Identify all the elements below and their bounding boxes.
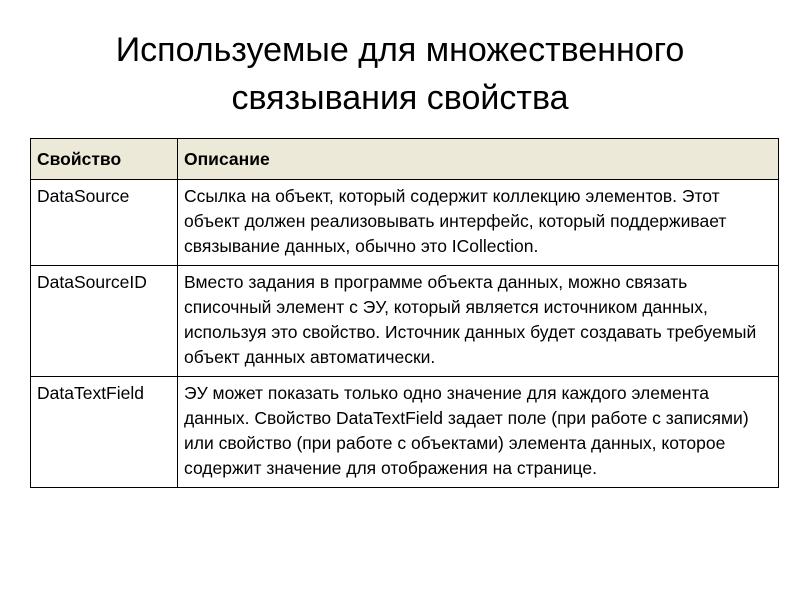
table-row bbox=[31, 180, 779, 266]
column-header-description: Описание bbox=[178, 139, 779, 180]
column-header-property: Свойство bbox=[31, 139, 178, 180]
property-description-cell: Ссылка на объект, который содержит коллекцию элементов. Этот объект должен реализовывать интерфейс, который поддерживает связывание данных, обычно это ICollection. bbox=[178, 180, 779, 266]
table-body bbox=[31, 180, 779, 488]
properties-table bbox=[30, 138, 779, 488]
slide-title bbox=[0, 26, 800, 122]
table-row bbox=[31, 266, 779, 377]
property-name-cell: DataSource bbox=[31, 180, 178, 266]
property-name-cell: DataSourceID bbox=[31, 266, 178, 377]
property-description-cell: ЭУ может показать только одно значение для каждого элемента данных. Свойство DataTextField задает поле (при работе с записями) или свойство (при работе с объектами) элемента данных, которое содержит значение для отображения на странице. bbox=[178, 377, 779, 488]
slide-title-line-1: Используемые для множественного bbox=[115, 31, 685, 69]
slide-title-line-2: связывания свойства bbox=[231, 79, 569, 117]
property-description-cell: Вместо задания в программе объекта данных, можно связать списочный элемент с ЭУ, который является источником данных, используя это свойство. Источник данных будет создавать требуемый объект данных автоматически. bbox=[178, 266, 779, 377]
table-row bbox=[31, 377, 779, 488]
table-header bbox=[31, 139, 779, 180]
table-header-row bbox=[31, 139, 779, 180]
property-name-cell: DataTextField bbox=[31, 377, 178, 488]
